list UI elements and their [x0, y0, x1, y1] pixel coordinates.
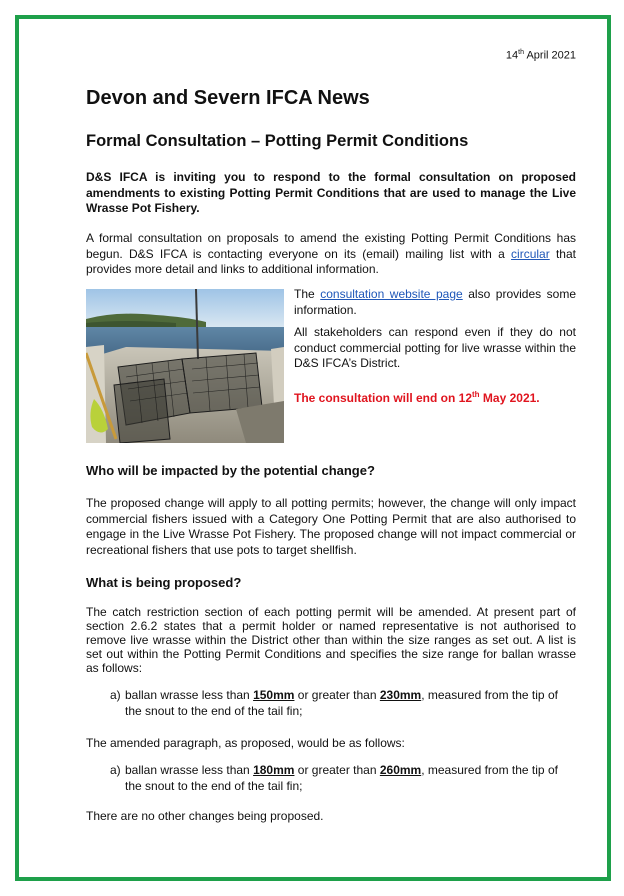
date-suffix: th	[518, 49, 525, 56]
item-text: or greater than	[294, 688, 380, 702]
date-month-year: April 2021	[524, 49, 576, 62]
impact-paragraph: The proposed change will apply to all potting permits; however, the change will only impact commercial fishers issued with a Category One Potting Permit that are also authorised to engage in the Live Wrasse Pot Fishery. The proposed change will not impact commercial or recreational fishers that use pots to target shellfish.	[86, 496, 576, 557]
proposal-paragraph: The catch restriction section of each potting permit will be amended. At present part of section 2.6.2 states that a permit holder or named representative is not authorised to remove live wrasse within the District other than within the size ranges as set out. A list is set out within the Potting Permit Conditions and specifies the size range for ballan wrasse as follows:	[86, 605, 576, 675]
max-size-value: 260mm	[379, 763, 422, 777]
amended-intro: The amended paragraph, as proposed, would be as follows:	[86, 736, 405, 750]
current-size-range-text	[110, 688, 576, 719]
para1-text-before: A formal consultation on proposals to amend the existing Potting Permit Conditions has begun. D&S IFCA is contacting everyone on its (email) mailing list with a	[86, 231, 576, 261]
intro-paragraph: D&S IFCA is inviting you to respond to the formal consultation on proposed amendments to existing Potting Permit Conditions that are used to manage the Live Wrasse Pot Fishery.	[86, 170, 576, 215]
item-text: , measured from the tip of the snout to the end of the tail fin;	[125, 763, 558, 793]
wrasse-pots-photo	[86, 289, 284, 443]
circular-link[interactable]: circular	[511, 246, 550, 261]
list-marker: a)	[110, 688, 121, 702]
item-text: ballan wrasse less than	[125, 763, 254, 777]
page-frame	[15, 15, 611, 881]
current-size-range-item	[110, 688, 576, 719]
deadline-month-year: May 2021.	[479, 390, 540, 405]
deadline-text: The consultation will end on 12	[294, 390, 473, 405]
newsletter-title: Devon and Severn IFCA News	[86, 87, 370, 109]
side-p1-text-after: also provides some information.	[294, 287, 577, 317]
consultation-paragraph	[86, 231, 576, 278]
para1-text-after: that provides more detail and links to additional information.	[86, 246, 576, 276]
proposed-size-range-text	[110, 763, 576, 794]
min-size-value: 180mm	[253, 763, 295, 777]
min-size-value: 150mm	[253, 688, 295, 702]
impact-heading: Who will be impacted by the potential change?	[86, 463, 375, 478]
article-title: Formal Consultation – Potting Permit Conditions	[86, 132, 469, 150]
stakeholders-paragraph: All stakeholders can respond even if they do not conduct commercial potting for live wrasse within the D&S IFCA’s District.	[294, 325, 576, 370]
proposed-size-range-item	[110, 763, 576, 794]
issue-date	[506, 49, 576, 62]
website-paragraph	[294, 287, 576, 318]
side-text	[294, 287, 576, 406]
item-text: or greater than	[294, 763, 380, 777]
item-text: , measured from the tip of the snout to the end of the tail fin;	[125, 688, 558, 718]
closing-paragraph: There are no other changes being proposed.	[86, 809, 324, 823]
deadline-suffix: th	[472, 389, 480, 399]
date-day: 14	[505, 49, 519, 62]
deadline-notice	[294, 387, 576, 407]
list-marker: a)	[110, 763, 121, 777]
proposal-heading: What is being proposed?	[86, 575, 242, 590]
consultation-website-link[interactable]: consultation website page	[320, 287, 463, 301]
item-text: ballan wrasse less than	[125, 688, 254, 702]
max-size-value: 230mm	[379, 688, 422, 702]
side-p1-text-before: The	[294, 287, 321, 301]
